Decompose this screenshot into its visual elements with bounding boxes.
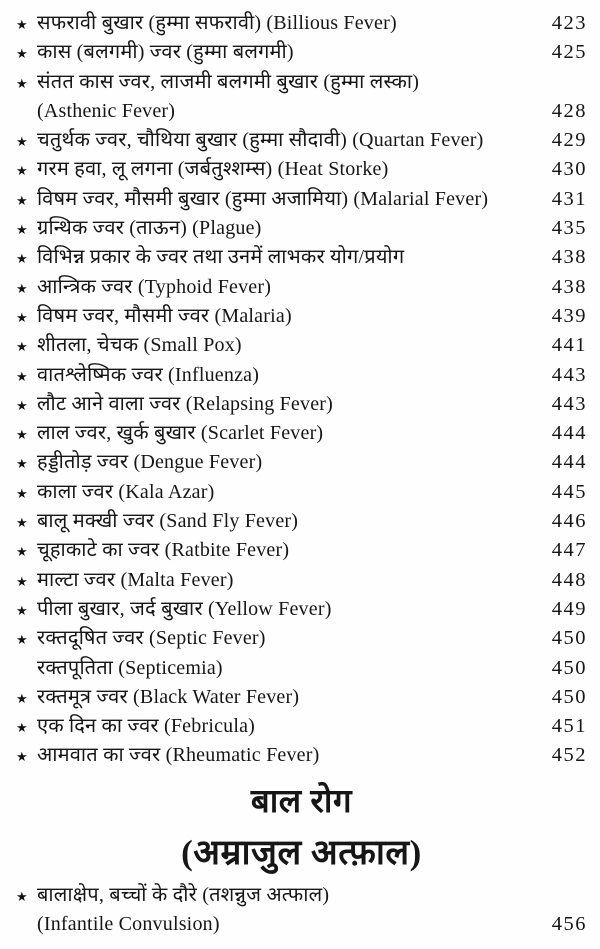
- toc-entry: [16, 536, 587, 565]
- toc-entry: [16, 185, 587, 214]
- star-bullet-icon: ★: [16, 515, 28, 531]
- toc-entry: [16, 712, 587, 741]
- fever-diseases-toc-list: [16, 9, 587, 771]
- star-bullet-icon: [16, 667, 37, 669]
- toc-entry-page-number: 450: [551, 627, 587, 650]
- star-bullet-icon: ★: [16, 632, 28, 648]
- toc-entry: [16, 38, 587, 67]
- toc-entry: [16, 273, 587, 302]
- toc-entry: [16, 881, 587, 910]
- toc-entry: [16, 97, 587, 126]
- toc-entry: [16, 361, 587, 390]
- star-bullet-icon: ★: [16, 75, 28, 91]
- toc-entry-title: लाल ज्वर, खुर्क बुखार (Scarlet Fever): [37, 422, 324, 445]
- star-bullet-icon: ★: [16, 690, 28, 706]
- toc-entry-title: विषम ज्वर, मौसमी बुखार (हुम्मा अजामिया) (Malarial Fever): [37, 187, 489, 210]
- toc-entry-title: ग्रन्थिक ज्वर (ताऊन) (Plague): [37, 217, 262, 240]
- toc-entry-title: रक्तपूतिता (Septicemia): [37, 656, 223, 679]
- toc-entry: [16, 654, 587, 683]
- star-bullet-icon: ★: [16, 222, 28, 238]
- star-bullet-icon: ★: [16, 749, 28, 765]
- toc-entry-title: आन्त्रिक ज्वर (Typhoid Fever): [37, 275, 272, 298]
- toc-entry: [16, 448, 587, 477]
- toc-entry-title: रक्तदूषित ज्वर (Septic Fever): [37, 627, 266, 650]
- toc-entry-page-number: 439: [551, 304, 587, 327]
- star-bullet-icon: ★: [16, 251, 28, 267]
- toc-entry-page-number: 423: [551, 12, 587, 34]
- toc-entry: [16, 155, 587, 184]
- toc-entry-title: पीला बुखार, जर्द बुखार (Yellow Fever): [37, 597, 332, 620]
- star-bullet-icon: ★: [16, 456, 28, 472]
- toc-entry-page-number: 446: [551, 510, 587, 533]
- toc-entry: [16, 566, 587, 595]
- toc-entry-page-number: 438: [551, 275, 587, 298]
- toc-entry-title: चूहाकाटे का ज्वर (Ratbite Fever): [37, 539, 290, 562]
- toc-entry-page-number: 438: [551, 246, 587, 269]
- toc-entry: [16, 478, 587, 507]
- toc-entry: [16, 243, 587, 272]
- star-bullet-icon: ★: [16, 602, 28, 618]
- toc-entry-page-number: 448: [551, 568, 587, 591]
- star-bullet-icon: ★: [16, 485, 28, 501]
- toc-entry-page-number: 445: [551, 480, 587, 503]
- toc-entry-page-number: 425: [551, 41, 587, 64]
- toc-entry: [16, 741, 587, 770]
- toc-entry-page-number: 444: [551, 451, 587, 474]
- toc-entry: [16, 595, 587, 624]
- toc-entry-page-number: 449: [551, 597, 587, 620]
- toc-entry: [16, 331, 587, 360]
- star-bullet-icon: ★: [16, 134, 28, 150]
- toc-entry: [16, 507, 587, 536]
- star-bullet-icon: ★: [16, 720, 28, 736]
- toc-entry-title: एक दिन का ज्वर (Febricula): [37, 715, 256, 738]
- toc-entry-title: हड्डीतोड़ ज्वर (Dengue Fever): [37, 451, 263, 474]
- toc-entry-title: रक्तमूत्र ज्वर (Black Water Fever): [37, 685, 300, 708]
- toc-entry-page-number: 430: [551, 158, 587, 181]
- toc-entry-page-number: 450: [551, 656, 587, 679]
- toc-entry-page-number: 443: [551, 363, 587, 386]
- toc-entry-title: बालू मक्खी ज्वर (Sand Fly Fever): [37, 510, 299, 533]
- toc-entry-title: विषम ज्वर, मौसमी ज्वर (Malaria): [37, 304, 292, 327]
- toc-entry-title: सफरावी बुखार (हुम्मा सफरावी) (Billious Fever): [37, 12, 397, 34]
- toc-entry-title: (Infantile Convulsion): [37, 913, 220, 936]
- toc-entry-page-number: 451: [551, 715, 587, 738]
- section-subtitle: (अम्राजुल अत्फ़ाल): [181, 832, 422, 872]
- toc-entry-title: संतत कास ज्वर, लाजमी बलगमी बुखार (हुम्मा लस्का): [37, 70, 420, 93]
- toc-entry: [16, 214, 587, 243]
- toc-entry-title: वातश्लेष्मिक ज्वर (Influenza): [37, 363, 260, 386]
- toc-entry: [16, 683, 587, 712]
- toc-entry-title: लौट आने वाला ज्वर (Relapsing Fever): [37, 392, 333, 415]
- toc-entry: [16, 126, 587, 155]
- toc-entry-page-number: 452: [551, 744, 587, 767]
- toc-entry-page-number: 444: [551, 422, 587, 445]
- toc-entry-page-number: 428: [551, 99, 587, 122]
- toc-entry: [16, 910, 587, 939]
- toc-entry-title: (Asthenic Fever): [37, 99, 176, 122]
- star-bullet-icon: ★: [16, 397, 28, 413]
- star-bullet-icon: ★: [16, 163, 28, 179]
- toc-entry: [16, 9, 587, 38]
- star-bullet-icon: ★: [16, 309, 28, 325]
- toc-entry-page-number: 447: [551, 539, 587, 562]
- star-bullet-icon: ★: [16, 280, 28, 296]
- toc-entry: [16, 419, 587, 448]
- toc-entry-title: आमवात का ज्वर (Rheumatic Fever): [37, 744, 320, 767]
- star-bullet-icon: ★: [16, 192, 28, 208]
- toc-entry: [16, 68, 587, 97]
- toc-entry-title: काला ज्वर (Kala Azar): [37, 480, 215, 503]
- toc-entry-page-number: 435: [551, 217, 587, 240]
- toc-entry-title: माल्टा ज्वर (Malta Fever): [37, 568, 234, 591]
- toc-entry-page-number: 431: [551, 187, 587, 210]
- toc-entry-title: शीतला, चेचक (Small Pox): [37, 334, 242, 357]
- toc-entry-page-number: 429: [551, 129, 587, 152]
- star-bullet-icon: [16, 111, 37, 113]
- toc-entry: [16, 624, 587, 653]
- toc-entry-title: बालाक्षेप, बच्चों के दौरे (तशन्नुज अत्फाल): [37, 883, 330, 906]
- toc-entry-page-number: 456: [551, 913, 587, 936]
- toc-entry-page-number: 450: [551, 685, 587, 708]
- child-diseases-toc-list: [16, 881, 587, 940]
- star-bullet-icon: ★: [16, 46, 28, 62]
- star-bullet-icon: ★: [16, 573, 28, 589]
- toc-entry: [16, 390, 587, 419]
- star-bullet-icon: ★: [16, 339, 28, 355]
- section-title: बाल रोग: [250, 783, 353, 820]
- toc-entry-title: कास (बलगमी) ज्वर (हुम्मा बलगमी): [37, 41, 294, 64]
- section-heading: [16, 781, 587, 878]
- toc-entry: [16, 302, 587, 331]
- toc-entry-page-number: 443: [551, 392, 587, 415]
- toc-entry-title: चतुर्थक ज्वर, चौथिया बुखार (हुम्मा सौदावी) (Quartan Fever): [37, 129, 484, 152]
- star-bullet-icon: ★: [16, 427, 28, 443]
- star-bullet-icon: ★: [16, 368, 28, 384]
- toc-entry-title: गरम हवा, लू लगना (जर्बतुश्शम्स) (Heat Storke): [37, 158, 389, 181]
- star-bullet-icon: ★: [16, 17, 28, 32]
- star-bullet-icon: [16, 924, 37, 926]
- toc-entry-title: विभिन्न प्रकार के ज्वर तथा उनमें लाभकर योग/प्रयोग: [37, 246, 405, 269]
- star-bullet-icon: ★: [16, 888, 28, 904]
- star-bullet-icon: ★: [16, 544, 28, 560]
- toc-entry-page-number: 441: [551, 334, 587, 357]
